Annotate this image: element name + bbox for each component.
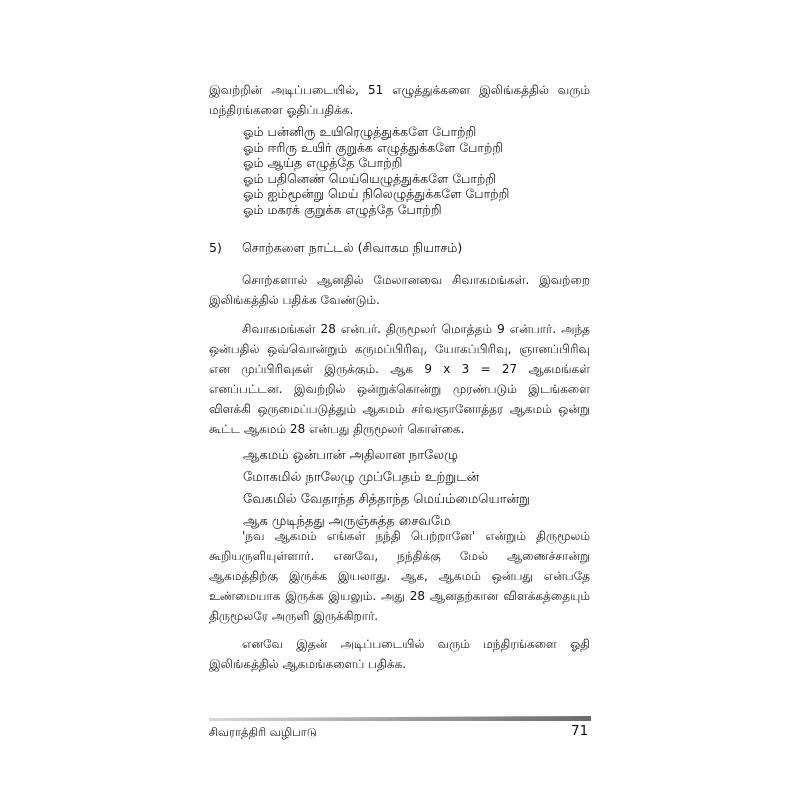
verse-line: வேகமில் வேதாந்த சித்தாந்த மெய்ம்மையொன்று [243, 492, 530, 507]
intro-paragraph: இவற்றின் அடிப்படையில், 51 எழுத்துக்களை இலிங்கத்தில் வரும் மந்திரங்களை ஓதிப்பதிக்க. [209, 83, 590, 117]
page-number: 71 [571, 723, 589, 739]
mantra-verse [243, 124, 509, 217]
footer-rule-fill [209, 716, 591, 721]
section-number: 5) [209, 240, 222, 255]
verse-line: ஆக முடிந்தது அருஞ்சுத்த சைவமே [243, 514, 451, 529]
verse-line: ஓம் ஆய்த எழுத்தே போற்றி [243, 155, 403, 170]
verse-line: ஓம் பதினெண் மெய்யெழுத்துக்களே போற்றி [243, 170, 497, 186]
verse-line: ஓம் ஈரிரு உயிர் குறுக்க எழுத்துக்களே போற்றி [243, 139, 504, 155]
paragraph-nava-agamam: 'நவ ஆகமம் எங்கள் நந்தி பெற்றானே' என்றும் திருமூலம் கூறியருளியுள்ளார். எனவே, நந்திக்கு மேல் ஆணைச்சான்று ஆகமத்திற்கு இருக்க இயலாது. ஆக, ஆகமம் ஒன்பது என்பதே உண்மையாக இருக்க இயலும். அது 28 ஆனதற்கான விளக்கத்தையும் திருமூலரே அருளி இருக்கிறார். [209, 529, 590, 623]
running-footer-title: சிவராத்திரி வழிபாடு [209, 725, 317, 739]
tirumantiram-verse [243, 445, 530, 533]
paragraph-sivagamas: சொற்களால் ஆனதில் மேலானவை சிவாகமங்கள். இவற்றை இலிங்கத்தில் பதிக்க வேண்டும். [209, 273, 590, 307]
footer-rule [209, 714, 590, 722]
verse-line: ஆகமம் ஒன்பான் அதிலான நாலேழு [243, 448, 458, 463]
verse-line: மோகமில் நாலேழு முப்பேதம் உற்றுடன் [243, 470, 480, 485]
verse-line: ஓம் ஐம்மூன்று மெய் நிலெழுத்துக்களே போற்றி [243, 186, 510, 201]
section-heading [209, 238, 462, 258]
section-title: சொற்களை நாட்டல் (சிவாகம நியாசம்) [242, 240, 463, 255]
paragraph-agama-count: சிவாகமங்கள் 28 என்பர். திருமூலர் மொத்தம் 9 என்பார். அந்த ஒன்பதில் ஒவ்வொன்றும் கருமப்பிரிவு, யோகப்பிரிவு, ஞானப்பிரிவு என முப்பிரிவுகள் இருக்கும். ஆக 9 x 3 = 27 ஆகமங்கள் எனப்பட்டன. இவற்றில் ஒன்றுக்கொன்று முரண்படும் இடங்களை விளக்கி ஒருமைப்படுத்தும் ஆகமம் சர்வஞானோத்தர ஆகமம் ஒன்று கூட்ட ஆகமம் 28 என்பது திருமூலர் கொள்கை. [209, 322, 590, 436]
verse-line: ஓம் பன்னிரு உயிரெழுத்துக்களே போற்றி [243, 124, 477, 139]
verse-line: ஓம் மகரக் குறுக்க எழுத்தே போற்றி [243, 201, 442, 217]
paragraph-conclusion: எனவே இதன் அடிப்படையில் வரும் மந்திரங்களை ஓதி இலிங்கத்தில் ஆகமங்களைப் பதிக்க. [209, 637, 590, 671]
